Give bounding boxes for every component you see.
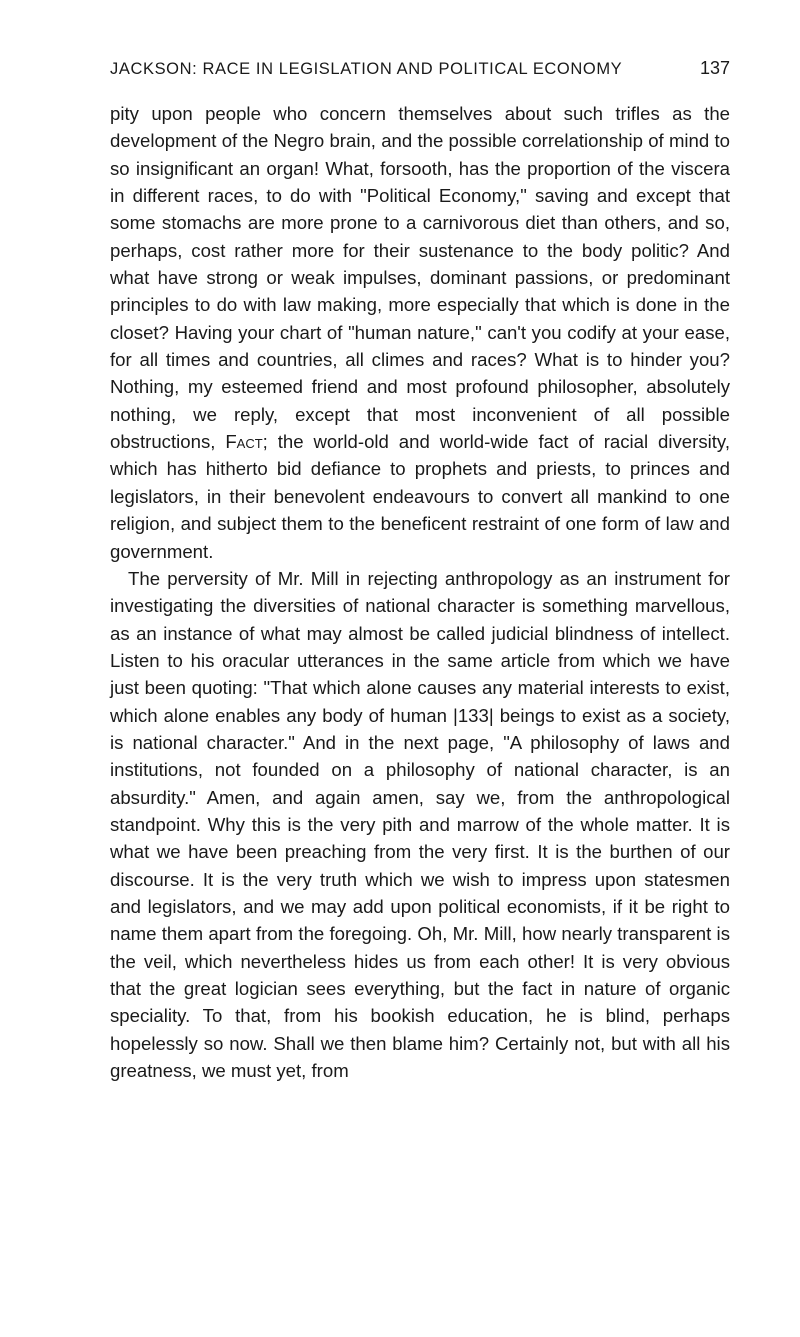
body-text <box>110 100 730 1084</box>
paragraph-1 <box>110 100 730 565</box>
paragraph-1-text-b: ; the world-old and world-wide fact of racial diversity, which has hitherto bid defiance to prophets and priests, to princes and legislators, in their benevolent endeavours to convert all mankind to one religion, and subject them to the beneficent restraint of one form of law and government. <box>110 431 730 562</box>
page-number: 137 <box>699 58 730 78</box>
running-title: JACKSON: RACE IN LEGISLATION AND POLITICAL ECONOMY <box>110 60 623 78</box>
running-header <box>110 58 730 79</box>
paragraph-2: The perversity of Mr. Mill in rejecting anthropology as an instrument for investigating the diversities of national character is something marvellous, as an instance of what may almost be called judicial blindness of intellect. Listen to his oracular utterances in the same article from which we have just been quoting: "That which alone causes any material interests to exist, which alone enables any body of human |133| beings to exist as a society, is national character." And in the next page, "A philosophy of laws and institutions, not founded on a philosophy of national character, is an absurdity." Amen, and again amen, say we, from the anthropological standpoint. Why this is the very pith and marrow of the whole matter. It is what we have been preaching from the very first. It is the burthen of our discourse. It is the very truth which we wish to impress upon statesmen and legislators, and we may add upon political economists, if it be right to name them apart from the foregoing. Oh, Mr. Mill, how nearly transparent is the veil, which nevertheless hides us from each other! It is very obvious that the great logician sees everything, but the fact in nature of organic speciality. To that, from his bookish education, he is blind, perhaps hopelessly so now. Shall we then blame him? Certainly not, but with all his greatness, we must yet, from <box>110 567 730 1082</box>
paragraph-1-text-a: pity upon people who concern themselves about such trifles as the development of the Negro brain, and the possible correlationship of mind to so insignificant an organ! What, forsooth, has the proportion of the viscera in different races, to do with "Political Economy," saving and except that some stomachs are more prone to a carnivorous diet than others, and so, perhaps, cost rather more for their sustenance to the body politic? And what have strong or weak impulses, dominant passions, or predominant principles to do with law making, more especially that which is done in the closet? Having your chart of "human nature," can't you codify at your ease, for all times and countries, all climes and races? What is to hinder you? Nothing, my esteemed friend and most profound philosopher, absolutely nothing, we reply, except that most inconvenient of all possible obstructions, <box>110 103 730 453</box>
fact-small-caps: Fact <box>225 431 263 453</box>
